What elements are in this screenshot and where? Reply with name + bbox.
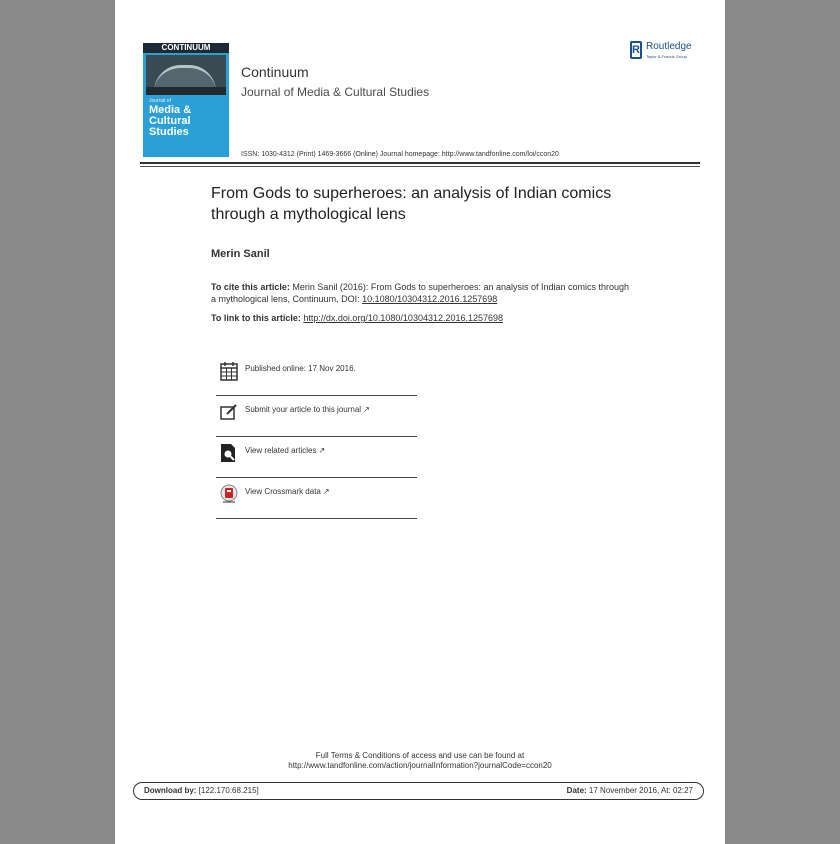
article-author: Merin Sanil — [211, 248, 270, 260]
cite-label: To cite this article: — [211, 282, 290, 292]
cover-subtitle: Journal of — [149, 98, 171, 104]
related-articles-link[interactable] — [216, 437, 417, 478]
issn-line[interactable]: ISSN: 1030-4312 (Print) 1469-3666 (Online) Journal homepage: http://www.tandfonline.com/loi/ccon20 — [241, 151, 559, 158]
edit-icon — [220, 402, 238, 422]
calendar-icon — [220, 361, 238, 381]
submit-article-label: Submit your article to this journal — [245, 405, 362, 414]
article-title: From Gods to superheroes: an analysis of Indian comics through a mythological lens — [211, 185, 612, 223]
article-url-link[interactable]: http://dx.doi.org/10.1080/10304312.2016.1257698 — [303, 313, 504, 323]
journal-subtitle: Journal of Media & Cultural Studies — [241, 85, 430, 99]
crossmark-label: View Crossmark data — [245, 487, 321, 496]
crossmark-icon — [220, 484, 238, 504]
publisher-tagline: Taylor & Francis Group — [646, 54, 687, 59]
search-document-icon — [220, 443, 238, 463]
journal-cover-image — [143, 43, 229, 157]
header-divider-thin — [140, 166, 700, 167]
published-online-item — [216, 355, 417, 396]
journal-name: Continuum — [241, 64, 309, 80]
submit-article-link[interactable] — [216, 396, 417, 437]
citation-block — [211, 281, 631, 305]
published-online-label: Published online: 17 Nov 2016. — [245, 364, 356, 373]
external-link-icon: ↗ — [363, 405, 370, 414]
download-info-bar — [133, 782, 704, 800]
terms-line: Full Terms & Conditions of access and use can be found at — [315, 751, 525, 760]
cover-masthead: CONTINUUM — [143, 43, 229, 53]
external-link-icon: ↗ — [322, 487, 330, 496]
downloaded-by-value: [122.170.68.215] — [198, 786, 259, 795]
cite-text: Merin Sanil (2016): From Gods to superheroes: an analysis of Indian comics through a mythological lens, Continuum, DOI: — [211, 282, 630, 304]
cover-photo — [146, 55, 226, 95]
link-label: To link to this article: — [211, 313, 301, 323]
date-value: 17 November 2016, At: 02:27 — [588, 786, 693, 795]
publisher-logo — [630, 41, 700, 61]
date-label: Date: — [566, 786, 587, 795]
cover-title: Media & Cultural Studies — [149, 104, 192, 138]
terms-url[interactable]: http://www.tandfonline.com/action/journalInformation?journalCode=ccon20 — [288, 761, 552, 770]
article-link-line — [211, 313, 503, 323]
terms-footer — [140, 751, 700, 771]
article-actions — [216, 355, 417, 519]
routledge-logo-icon: R — [630, 41, 642, 59]
header-divider — [140, 162, 700, 164]
downloaded-by-label: Download by: — [144, 786, 197, 795]
doi-link[interactable]: 10.1080/10304312.2016.1257698 — [362, 294, 498, 304]
publisher-name: Routledge — [646, 41, 692, 52]
related-articles-label: View related articles — [245, 446, 317, 455]
crossmark-link[interactable] — [216, 478, 417, 519]
external-link-icon: ↗ — [318, 446, 326, 455]
